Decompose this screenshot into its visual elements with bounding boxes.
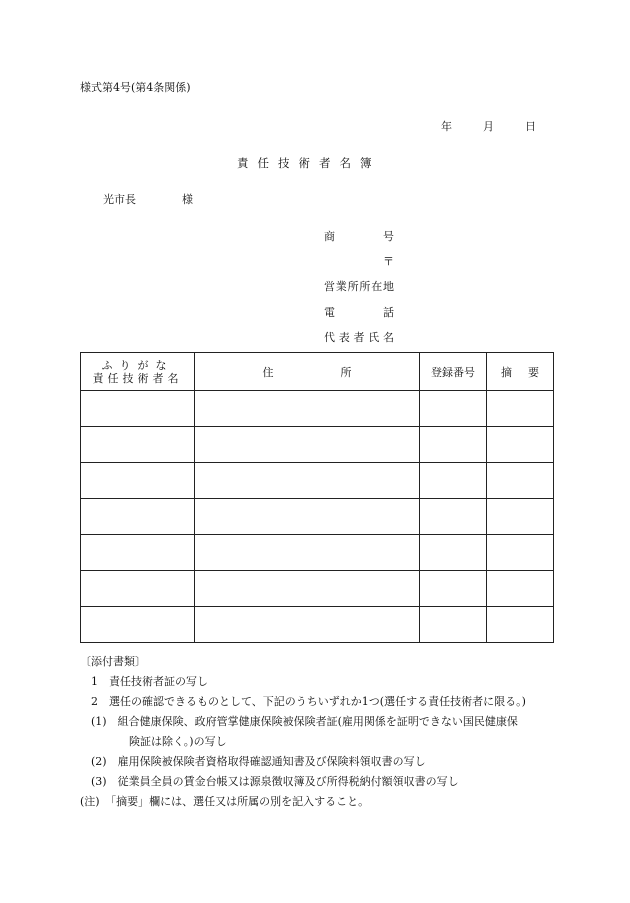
address-cell[interactable] — [195, 535, 420, 571]
applicant-postal — [324, 255, 394, 269]
reg-no-cell[interactable] — [420, 607, 487, 643]
addressee-honorific: 様 — [182, 193, 193, 206]
table-row — [81, 463, 554, 499]
header-remarks-1: 摘 — [501, 365, 512, 379]
table-row — [81, 427, 554, 463]
applicant-representative — [324, 331, 394, 345]
header-name-cell — [81, 353, 195, 391]
reg-no-cell[interactable] — [420, 427, 487, 463]
remarks-cell[interactable] — [487, 463, 554, 499]
header-reg-no-cell — [420, 353, 487, 391]
date-day: 日 — [525, 120, 536, 133]
remarks-cell[interactable] — [487, 535, 554, 571]
reg-no-cell[interactable] — [420, 571, 487, 607]
address-cell[interactable] — [195, 463, 420, 499]
attachment-item-2-2: (2) 雇用保険被保険者資格取得確認通知書及び保険料領収書の写し — [91, 755, 426, 768]
remarks-cell[interactable] — [487, 499, 554, 535]
date-year: 年 — [441, 120, 452, 133]
applicant-trade-name — [324, 230, 394, 244]
table-row — [81, 607, 554, 643]
table-row — [81, 571, 554, 607]
address-cell[interactable] — [195, 391, 420, 427]
table-row — [81, 535, 554, 571]
postal-mark: 〒 — [383, 255, 394, 268]
header-remarks-2: 要 — [528, 365, 539, 379]
applicant-office-address — [324, 280, 394, 294]
address-cell[interactable] — [195, 499, 420, 535]
document-title: 責任技術者名簿 — [237, 156, 381, 170]
attachments-heading: 〔添付書類〕 — [80, 655, 146, 668]
trade-name-label: 商号 — [324, 230, 394, 243]
table-row — [81, 391, 554, 427]
register-table — [80, 352, 554, 643]
date-line — [441, 120, 536, 134]
attachments-section — [80, 652, 560, 812]
name-cell[interactable] — [81, 571, 195, 607]
header-reg-no: 登録番号 — [431, 365, 475, 379]
header-remarks-cell — [487, 353, 554, 391]
name-cell[interactable] — [81, 391, 195, 427]
address-cell[interactable] — [195, 607, 420, 643]
name-cell[interactable] — [81, 535, 195, 571]
remarks-cell[interactable] — [487, 391, 554, 427]
addressee-name: 光市長 — [103, 193, 136, 206]
remarks-note: (注) 「摘要」欄には、選任又は所属の別を記入すること。 — [80, 795, 370, 808]
representative-label: 代表者氏名 — [324, 331, 394, 344]
attachment-item-2-3: (3) 従業員全員の賃金台帳又は源泉徴収簿及び所得税納付額領収書の写し — [91, 775, 459, 788]
remarks-cell[interactable] — [487, 571, 554, 607]
addressee — [103, 193, 193, 207]
date-month: 月 — [483, 120, 494, 133]
phone-label: 電話 — [324, 306, 394, 319]
header-address-2: 所 — [340, 365, 352, 379]
reg-no-cell[interactable] — [420, 463, 487, 499]
form-number: 様式第4号(第4条関係) — [80, 81, 191, 94]
address-cell[interactable] — [195, 571, 420, 607]
attachment-item-2-1: (1) 組合健康保険、政府管掌健康保険被保険者証(雇用関係を証明できない国民健康保 — [91, 715, 518, 728]
applicant-phone — [324, 306, 394, 320]
name-cell[interactable] — [81, 499, 195, 535]
register-header-row — [81, 353, 554, 391]
attachment-item-1: 1 責任技術者証の写し — [91, 675, 208, 688]
header-address-1: 住 — [262, 365, 274, 379]
attachment-item-2-1-cont: 険証は除く。)の写し — [129, 735, 227, 748]
reg-no-cell[interactable] — [420, 499, 487, 535]
attachment-item-2: 2 選任の確認できるものとして、下記のうちいずれか1つ(選任する責任技術者に限る。) — [91, 695, 526, 708]
name-cell[interactable] — [81, 607, 195, 643]
office-address-label: 営業所所在地 — [324, 280, 394, 293]
reg-no-cell[interactable] — [420, 391, 487, 427]
header-furigana: ふりがな — [101, 358, 174, 372]
remarks-cell[interactable] — [487, 607, 554, 643]
remarks-cell[interactable] — [487, 427, 554, 463]
table-row — [81, 499, 554, 535]
address-cell[interactable] — [195, 427, 420, 463]
name-cell[interactable] — [81, 463, 195, 499]
header-address-cell — [195, 353, 420, 391]
name-cell[interactable] — [81, 427, 195, 463]
reg-no-cell[interactable] — [420, 535, 487, 571]
header-technician-name: 責任技術者名 — [92, 371, 183, 385]
